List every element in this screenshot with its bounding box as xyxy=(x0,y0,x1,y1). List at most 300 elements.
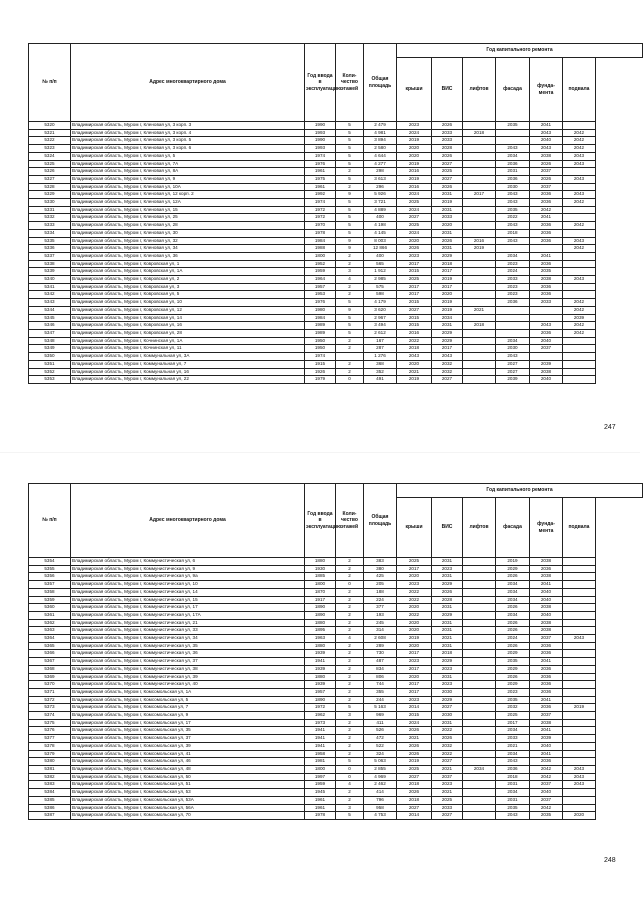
cell-basement xyxy=(563,565,596,573)
cell-floors: 2 xyxy=(336,665,364,673)
cell-area: 806 xyxy=(364,673,397,681)
cell-address: Владимирская область, Муром г, Кленовая ул, 25 xyxy=(71,214,305,222)
table-row xyxy=(29,642,643,650)
cell-vis: 2017 xyxy=(432,345,463,353)
cell-basement xyxy=(563,742,596,750)
cell-foundation: 2036 xyxy=(530,222,563,230)
cell-lifts xyxy=(463,168,496,176)
cell-area: 5 163 xyxy=(364,704,397,712)
cell-address: Владимирская область, Муром г, Ковровская ул, 28 xyxy=(71,329,305,337)
cell-num: 5333 xyxy=(29,222,71,230)
cell-lifts xyxy=(463,650,496,658)
cell-floors: 2 xyxy=(336,696,364,704)
cell-vis: 2031 xyxy=(432,604,463,612)
cell-vis: 2033 xyxy=(432,129,463,137)
table-row xyxy=(29,306,643,314)
table-row xyxy=(29,789,643,797)
cell-num: 5360 xyxy=(29,604,71,612)
cell-basement xyxy=(563,665,596,673)
cell-basement: 2020 xyxy=(563,812,596,820)
cell-floors: 5 xyxy=(336,137,364,145)
cell-num: 5345 xyxy=(29,314,71,322)
cell-floors: 2 xyxy=(336,588,364,596)
cell-address: Владимирская область, Муром г, Коммунистическая ул, 40 xyxy=(71,681,305,689)
cell-floors: 3 xyxy=(336,712,364,720)
cell-area: 4 644 xyxy=(364,152,397,160)
cell-num: 5327 xyxy=(29,175,71,183)
cell-floors: 2 xyxy=(336,688,364,696)
cell-lifts xyxy=(463,727,496,735)
cell-num: 5384 xyxy=(29,789,71,797)
cell-area: 411 xyxy=(364,719,397,727)
cell-floors: 2 xyxy=(336,558,364,566)
cell-year: 1978 xyxy=(305,812,336,820)
cell-year: 1972 xyxy=(305,704,336,712)
cell-year: 1974 xyxy=(305,152,336,160)
cell-vis: 2021 xyxy=(432,765,463,773)
cell-basement xyxy=(563,650,596,658)
cell-lifts xyxy=(463,704,496,712)
cell-num: 5386 xyxy=(29,804,71,812)
cell-area: 4 889 xyxy=(364,206,397,214)
cell-floors: 5 xyxy=(336,222,364,230)
cell-floors: 2 xyxy=(336,604,364,612)
cell-address: Владимирская область, Муром г, Комсомольская ул, 7 xyxy=(71,704,305,712)
cell-floors: 2 xyxy=(336,619,364,627)
cell-area: 296 xyxy=(364,183,397,191)
table-row xyxy=(29,804,643,812)
table-row xyxy=(29,268,643,276)
cell-roofs: 2021 xyxy=(397,735,432,743)
cell-foundation: 2036 xyxy=(530,565,563,573)
cell-facade: 2017 xyxy=(496,719,530,727)
cell-vis: 2033 xyxy=(432,804,463,812)
cell-basement xyxy=(563,719,596,727)
cell-year: 1939 xyxy=(305,681,336,689)
cell-basement xyxy=(563,581,596,589)
cell-basement xyxy=(563,619,596,627)
cell-year: 1957 xyxy=(305,688,336,696)
cell-address: Владимирская область, Муром г, Коммунистическая ул, 6 xyxy=(71,558,305,566)
cell-num: 5335 xyxy=(29,237,71,245)
cell-basement xyxy=(563,735,596,743)
table-row xyxy=(29,735,643,743)
cell-lifts: 2017 xyxy=(463,191,496,199)
cell-num: 5348 xyxy=(29,337,71,345)
cell-roofs: 2043 xyxy=(397,353,432,361)
cell-roofs: 2015 xyxy=(397,268,432,276)
cell-foundation: 2038 xyxy=(530,627,563,635)
cell-year: 1988 xyxy=(305,245,336,253)
cell-roofs: 2016 xyxy=(397,329,432,337)
cell-num: 5365 xyxy=(29,642,71,650)
cell-area: 4 277 xyxy=(364,160,397,168)
cell-vis: 2025 xyxy=(432,168,463,176)
cell-basement xyxy=(563,558,596,566)
cell-area: 744 xyxy=(364,681,397,689)
cell-num: 5370 xyxy=(29,681,71,689)
table-row xyxy=(29,122,643,130)
cell-basement: 2042 xyxy=(563,199,596,207)
cell-vis: 2023 xyxy=(432,665,463,673)
cell-floors: 2 xyxy=(336,750,364,758)
cell-num: 5351 xyxy=(29,360,71,368)
cell-num: 5350 xyxy=(29,353,71,361)
cell-facade: 2043 xyxy=(496,237,530,245)
cell-year: 1880 xyxy=(305,558,336,566)
cell-basement xyxy=(563,688,596,696)
cell-roofs: 2026 xyxy=(397,742,432,750)
cell-num: 5359 xyxy=(29,596,71,604)
cell-basement xyxy=(563,804,596,812)
cell-roofs: 2026 xyxy=(397,750,432,758)
cell-year: 1992 xyxy=(305,191,336,199)
cell-address: Владимирская область, Муром г, Коммунистическая ул, 10 xyxy=(71,581,305,589)
table-row xyxy=(29,322,643,330)
cell-vis: 2031 xyxy=(432,191,463,199)
cell-facade: 2035 xyxy=(496,804,530,812)
cell-foundation: 2036 xyxy=(530,758,563,766)
cell-address: Владимирская область, Муром г, Комсомольская ул, 17 xyxy=(71,719,305,727)
cell-vis: 2031 xyxy=(432,573,463,581)
cell-roofs: 2017 xyxy=(397,688,432,696)
cell-area: 598 xyxy=(364,291,397,299)
cell-year: 1941 xyxy=(305,742,336,750)
table-row xyxy=(29,283,643,291)
table-row xyxy=(29,742,643,750)
cell-basement: 2042 xyxy=(563,245,596,253)
cell-area: 3 613 xyxy=(364,175,397,183)
cell-foundation: 2041 xyxy=(530,658,563,666)
cell-address: Владимирская область, Муром г, Комсомольская ул, 50 xyxy=(71,773,305,781)
cell-address: Владимирская область, Муром г, Кленовая ул, 3 корп. 3 xyxy=(71,122,305,130)
cell-num: 5343 xyxy=(29,299,71,307)
cell-basement: 2042 xyxy=(563,329,596,337)
cell-area: 4 753 xyxy=(364,812,397,820)
cell-area: 5 063 xyxy=(364,758,397,766)
cell-address: Владимирская область, Муром г, Ковровская ул, 16 xyxy=(71,322,305,330)
housing-table-page-247 xyxy=(28,43,643,384)
cell-floors: 5 xyxy=(336,704,364,712)
cell-roofs: 2020 xyxy=(397,145,432,153)
table-row xyxy=(29,727,643,735)
cell-basement xyxy=(563,642,596,650)
cell-basement: 2042 xyxy=(563,145,596,153)
cell-address: Владимирская область, Муром г, Кленовая ул, 34 xyxy=(71,245,305,253)
cell-roofs: 2019 xyxy=(397,635,432,643)
cell-num: 5372 xyxy=(29,696,71,704)
cell-lifts xyxy=(463,735,496,743)
cell-lifts xyxy=(463,789,496,797)
cell-roofs: 2026 xyxy=(397,789,432,797)
page-break xyxy=(0,452,640,453)
cell-num: 5368 xyxy=(29,665,71,673)
cell-area: 491 xyxy=(364,376,397,384)
cell-address: Владимирская область, Муром г, Коммунальная ул, 16 xyxy=(71,368,305,376)
cell-foundation: 2036 xyxy=(530,283,563,291)
cell-num: 5338 xyxy=(29,260,71,268)
cell-num: 5367 xyxy=(29,658,71,666)
cell-address: Владимирская область, Муром г, Коммунистическая ул, 38 xyxy=(71,665,305,673)
cell-roofs: 2023 xyxy=(397,122,432,130)
table-row xyxy=(29,627,643,635)
cell-area: 472 xyxy=(364,735,397,743)
cell-foundation: 2043 xyxy=(530,145,563,153)
cell-lifts xyxy=(463,719,496,727)
cell-area: 400 xyxy=(364,214,397,222)
cell-roofs: 2022 xyxy=(397,337,432,345)
cell-lifts xyxy=(463,588,496,596)
col-foundation: фунда-мента xyxy=(530,498,563,558)
cell-floors: 5 xyxy=(336,229,364,237)
cell-area: 167 xyxy=(364,337,397,345)
cell-vis: 2027 xyxy=(432,376,463,384)
cell-area: 8 003 xyxy=(364,237,397,245)
table-row xyxy=(29,665,643,673)
cell-foundation xyxy=(530,314,563,322)
cell-area: 2 967 xyxy=(364,314,397,322)
cell-vis: 2023 xyxy=(432,565,463,573)
cell-area: 487 xyxy=(364,658,397,666)
cell-num: 5341 xyxy=(29,283,71,291)
cell-foundation: 2038 xyxy=(530,719,563,727)
col-address: Адрес многоквартирного дома xyxy=(71,484,305,558)
cell-facade: 2034 xyxy=(496,750,530,758)
cell-foundation: 2041 xyxy=(530,750,563,758)
cell-lifts xyxy=(463,137,496,145)
cell-lifts xyxy=(463,283,496,291)
cell-address: Владимирская область, Муром г, Коммунальная ул, 22 xyxy=(71,376,305,384)
cell-foundation: 2039 xyxy=(530,735,563,743)
cell-roofs: 2017 xyxy=(397,681,432,689)
cell-foundation: 2036 xyxy=(530,665,563,673)
cell-roofs: 2023 xyxy=(397,696,432,704)
cell-roofs: 2015 xyxy=(397,314,432,322)
cell-roofs: 2026 xyxy=(397,245,432,253)
page-number: 247 xyxy=(604,424,616,431)
cell-vis: 2022 xyxy=(432,727,463,735)
table-row xyxy=(29,191,643,199)
cell-address: Владимирская область, Муром г, Комсомольская ул, 70 xyxy=(71,812,305,820)
cell-basement xyxy=(563,712,596,720)
cell-vis: 2031 xyxy=(432,719,463,727)
cell-floors: 2 xyxy=(336,627,364,635)
cell-lifts xyxy=(463,376,496,384)
cell-roofs: 2017 xyxy=(397,650,432,658)
cell-area: 12 866 xyxy=(364,245,397,253)
cell-basement: 2039 xyxy=(563,314,596,322)
cell-year: 1997 xyxy=(305,773,336,781)
cell-num: 5377 xyxy=(29,735,71,743)
cell-facade: 2034 xyxy=(496,581,530,589)
cell-floors: 9 xyxy=(336,306,364,314)
cell-area: 4 969 xyxy=(364,773,397,781)
cell-vis: 2031 xyxy=(432,627,463,635)
cell-foundation: 2038 xyxy=(530,573,563,581)
table-row xyxy=(29,214,643,222)
cell-num: 5379 xyxy=(29,750,71,758)
cell-lifts xyxy=(463,673,496,681)
cell-floors: 9 xyxy=(336,237,364,245)
cell-roofs: 2020 xyxy=(397,619,432,627)
cell-address: Владимирская область, Муром г, Ковровская ул, 14 xyxy=(71,314,305,322)
cell-year: 1895 xyxy=(305,627,336,635)
cell-vis: 2031 xyxy=(432,558,463,566)
col-repair-group: Год капитального ремонта xyxy=(397,44,643,58)
cell-address: Владимирская область, Муром г, Комсомольская ул, 48 xyxy=(71,765,305,773)
cell-area: 224 xyxy=(364,596,397,604)
cell-year: 1880 xyxy=(305,642,336,650)
cell-roofs: 2024 xyxy=(397,719,432,727)
cell-foundation: 2036 xyxy=(530,229,563,237)
cell-address: Владимирская область, Муром г, Комсомольская ул, 37 xyxy=(71,735,305,743)
cell-facade: 2036 xyxy=(496,299,530,307)
cell-year: 1939 xyxy=(305,650,336,658)
cell-facade: 2043 xyxy=(496,145,530,153)
cell-address: Владимирская область, Муром г, Ковровская ул, 1 xyxy=(71,260,305,268)
cell-lifts: 2018 xyxy=(463,322,496,330)
col-roofs: крыши xyxy=(397,498,432,558)
col-num: № п/п xyxy=(29,44,71,122)
cell-num: 5321 xyxy=(29,129,71,137)
cell-roofs: 2019 xyxy=(397,160,432,168)
cell-area: 289 xyxy=(364,642,397,650)
cell-vis: 2019 xyxy=(432,199,463,207)
cell-num: 5363 xyxy=(29,627,71,635)
cell-num: 5358 xyxy=(29,588,71,596)
cell-area: 287 xyxy=(364,345,397,353)
table-row xyxy=(29,353,643,361)
cell-facade: 2019 xyxy=(496,558,530,566)
cell-address: Владимирская область, Муром г, Кленовая ул, 28 xyxy=(71,222,305,230)
cell-area: 400 xyxy=(364,252,397,260)
cell-area: 4 179 xyxy=(364,299,397,307)
cell-basement: 2042 xyxy=(563,299,596,307)
cell-num: 5346 xyxy=(29,322,71,330)
cell-area: 352 xyxy=(364,368,397,376)
cell-lifts xyxy=(463,291,496,299)
cell-basement: 2019 xyxy=(563,704,596,712)
cell-lifts xyxy=(463,329,496,337)
cell-area: 205 xyxy=(364,581,397,589)
cell-foundation: 2038 xyxy=(530,558,563,566)
cell-year: 1941 xyxy=(305,658,336,666)
cell-floors: 5 xyxy=(336,206,364,214)
cell-facade xyxy=(496,306,530,314)
cell-roofs: 2016 xyxy=(397,168,432,176)
cell-year: 1975 xyxy=(305,175,336,183)
cell-foundation: 2041 xyxy=(530,122,563,130)
cell-num: 5380 xyxy=(29,758,71,766)
cell-year: 1974 xyxy=(305,353,336,361)
cell-foundation: 2041 xyxy=(530,696,563,704)
cell-basement xyxy=(563,681,596,689)
cell-foundation: 2036 xyxy=(530,260,563,268)
cell-area: 324 xyxy=(364,750,397,758)
cell-year: 1890 xyxy=(305,604,336,612)
cell-roofs: 2018 xyxy=(397,781,432,789)
cell-foundation: 2036 xyxy=(530,681,563,689)
cell-vis: 2017 xyxy=(432,268,463,276)
cell-num: 5340 xyxy=(29,276,71,284)
cell-floors: 5 xyxy=(336,214,364,222)
cell-basement xyxy=(563,183,596,191)
cell-facade: 2029 xyxy=(496,665,530,673)
cell-facade: 2034 xyxy=(496,727,530,735)
cell-area: 2 855 xyxy=(364,765,397,773)
cell-num: 5331 xyxy=(29,206,71,214)
cell-floors: 5 xyxy=(336,152,364,160)
cell-area: 425 xyxy=(364,573,397,581)
cell-year: 1964 xyxy=(305,276,336,284)
cell-roofs: 2025 xyxy=(397,276,432,284)
table-row xyxy=(29,719,643,727)
cell-lifts xyxy=(463,229,496,237)
cell-vis: 2026 xyxy=(432,152,463,160)
cell-num: 5376 xyxy=(29,727,71,735)
col-floors: Коли-чество этажей xyxy=(336,484,364,558)
cell-year: 1880 xyxy=(305,619,336,627)
cell-facade: 2027 xyxy=(496,368,530,376)
cell-vis: 2031 xyxy=(432,642,463,650)
cell-lifts xyxy=(463,252,496,260)
table-row xyxy=(29,222,643,230)
cell-address: Владимирская область, Муром г, Ковровская ул, 5 xyxy=(71,291,305,299)
cell-vis: 2020 xyxy=(432,291,463,299)
cell-facade xyxy=(496,322,530,330)
cell-foundation: 2040 xyxy=(530,588,563,596)
cell-roofs: 2019 xyxy=(397,376,432,384)
table-row xyxy=(29,368,643,376)
cell-num: 5383 xyxy=(29,781,71,789)
cell-year: 1963 xyxy=(305,635,336,643)
cell-basement: 2042 xyxy=(563,137,596,145)
cell-address: Владимирская область, Муром г, Ковровская ул, 3 xyxy=(71,283,305,291)
cell-floors: 2 xyxy=(336,573,364,581)
cell-lifts xyxy=(463,353,496,361)
cell-num: 5362 xyxy=(29,619,71,627)
cell-num: 5364 xyxy=(29,635,71,643)
cell-area: 834 xyxy=(364,665,397,673)
cell-floors: 2 xyxy=(336,360,364,368)
cell-num: 5337 xyxy=(29,252,71,260)
cell-basement xyxy=(563,283,596,291)
cell-facade: 2024 xyxy=(496,635,530,643)
cell-year: 1885 xyxy=(305,573,336,581)
cell-basement xyxy=(563,168,596,176)
cell-area: 526 xyxy=(364,727,397,735)
cell-address: Владимирская область, Муром г, Коммунистическая ул, 21 xyxy=(71,619,305,627)
cell-roofs: 2020 xyxy=(397,604,432,612)
cell-facade: 2043 xyxy=(496,222,530,230)
cell-num: 5336 xyxy=(29,245,71,253)
cell-lifts: 2016 xyxy=(463,237,496,245)
cell-floors: 5 xyxy=(336,175,364,183)
cell-facade: 2036 xyxy=(496,765,530,773)
cell-floors: 2 xyxy=(336,283,364,291)
cell-facade: 2024 xyxy=(496,268,530,276)
cell-lifts xyxy=(463,152,496,160)
cell-basement xyxy=(563,658,596,666)
cell-foundation: 2042 xyxy=(530,804,563,812)
cell-num: 5381 xyxy=(29,765,71,773)
table-row xyxy=(29,376,643,384)
cell-area: 193 xyxy=(364,611,397,619)
cell-basement xyxy=(563,588,596,596)
cell-facade: 2023 xyxy=(496,688,530,696)
cell-address: Владимирская область, Муром г, Кленовая ул, 15 xyxy=(71,206,305,214)
cell-basement xyxy=(563,376,596,384)
